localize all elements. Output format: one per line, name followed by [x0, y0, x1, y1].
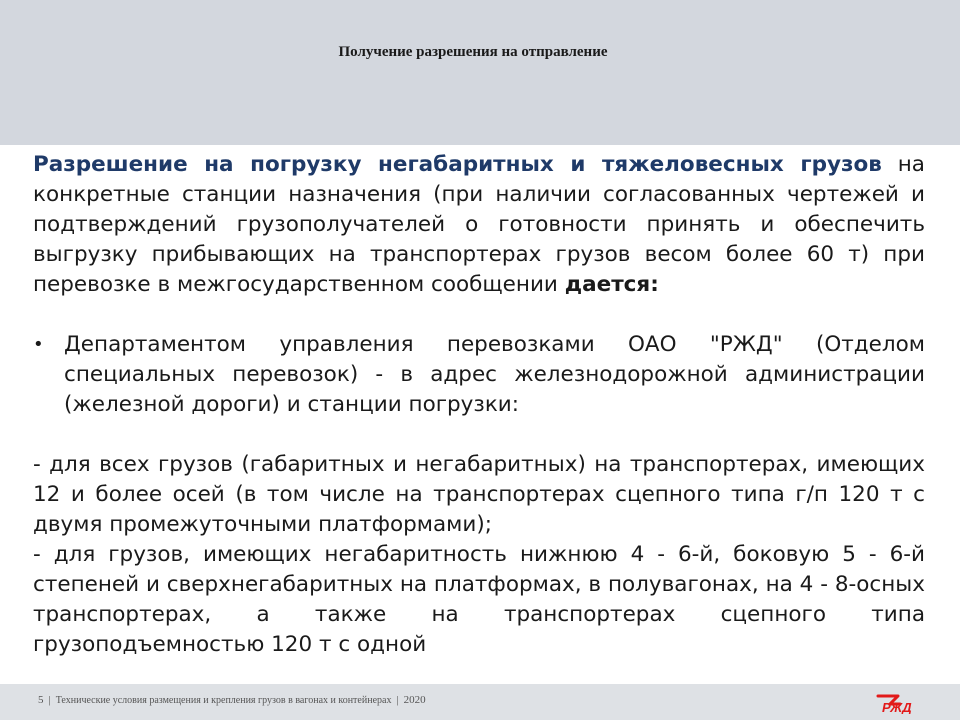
intro-bold-heading: Разрешение на погрузку негабаритных и тяжеловесных грузов [33, 152, 882, 177]
dash-item-2: - для грузов, имеющих негабаритность нижнюю 4 - 6-й, боковую 5 - 6-й степеней и сверхнегабаритных на платформах, в полувагонах, на 4 - 8-осных транспортерах, а также на транспортерах сцепного типа грузоподъемностью 120 т с одной [33, 542, 925, 657]
intro-bold-ending: дается: [564, 272, 659, 297]
bullet-dot-icon: • [33, 334, 44, 355]
slide-body [33, 150, 925, 660]
rzd-logo-icon [876, 692, 922, 714]
page-number: 5 [38, 694, 44, 706]
footer-document-title: Технические условия размещения и крепления грузов в вагонах и контейнерах [55, 695, 392, 706]
footer-year: 2020 [403, 694, 426, 706]
bullet-item [33, 330, 925, 420]
intro-text: на конкретные станции назначения (при наличии согласованных чертежей и подтверждений грузополучателей о готовности принять и обеспечить выгрузку прибывающих на транспортерах грузов весом более 60 т) при перевозке в межгосударственном сообщении [33, 152, 925, 297]
bullet-text: Департаментом управления перевозками ОАО "РЖД" (Отделом специальных перевозок) - в адрес железнодорожной администрации (железной дороги) и станции погрузки: [64, 332, 925, 417]
logo-text: РЖД [882, 700, 912, 714]
spacer [33, 300, 925, 330]
footer-separator: | [48, 694, 51, 706]
footer [38, 694, 426, 706]
slide-title: Получение разрешения на отправление [338, 44, 608, 60]
header-band [0, 0, 960, 145]
intro-paragraph [33, 150, 925, 300]
spacer [33, 420, 925, 450]
dash-item-1: - для всех грузов (габаритных и негабаритных) на транспортерах, имеющих 12 и более осей (в том числе на транспортерах сцепного типа г/п 120 т с двумя промежуточными платформами); [33, 452, 925, 537]
footer-separator: | [396, 694, 399, 706]
